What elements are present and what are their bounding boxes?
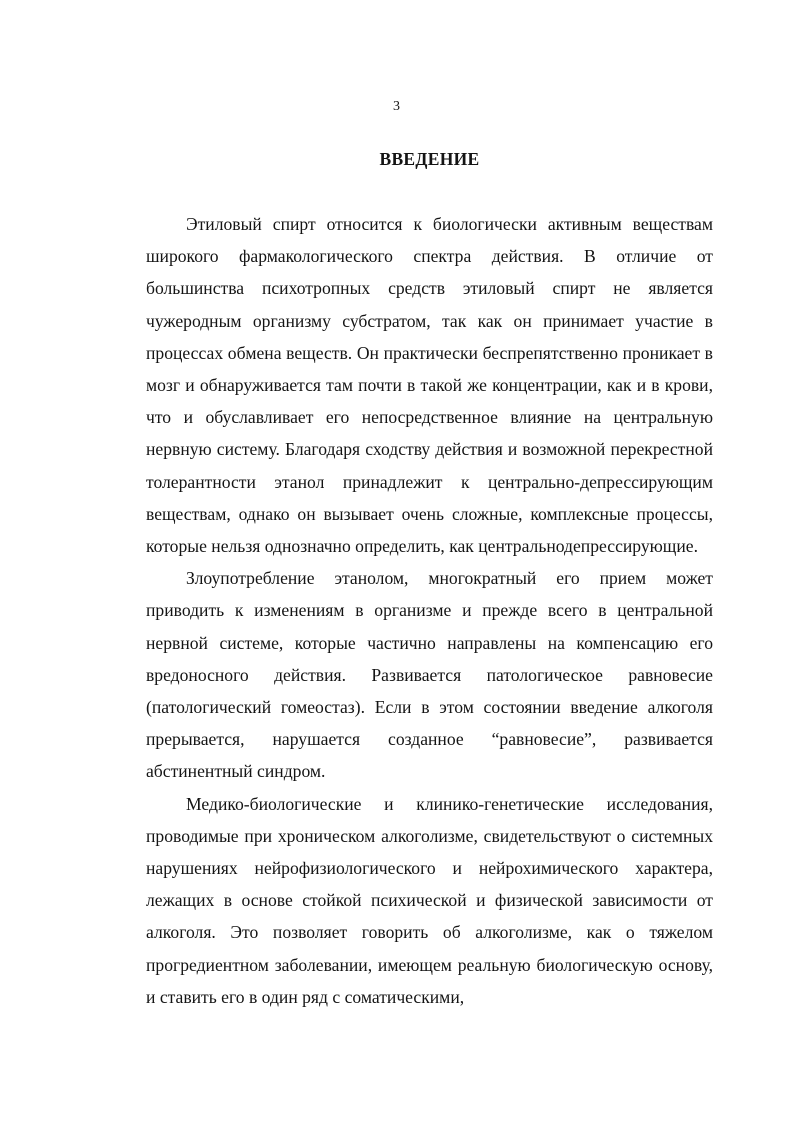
paragraph-3: Медико-биологические и клинико-генетические исследования, проводимые при хроническом алкоголизме, свидетельствуют о системных нарушениях нейрофизиологического и нейрохимического характера, лежащих в основе стойкой психической и физической зависимости от алкоголя. Это позволяет говорить об алкоголизме, как о тяжелом прогредиентном заболевании, имеющем реальную биологическую основу, и ставить его в один ряд с соматическими, bbox=[146, 793, 713, 1007]
page-number: 3 bbox=[393, 99, 400, 114]
section-heading: ВВЕДЕНИЕ bbox=[379, 149, 480, 169]
body-text bbox=[146, 208, 713, 1013]
paragraph-2: Злоупотребление этанолом, многократный его прием может приводить к изменениям в организме и прежде всего в центральной нервной системе, которые частично направлены на компенсацию его вредоносного действия. Развивается патологическое равновесие (патологический гомеостаз). Если в этом состоянии введение алкоголя прерывается, нарушается созданное “равновесие”, развивается абстинентный синдром. bbox=[146, 568, 713, 782]
paragraph-1: Этиловый спирт относится к биологически активным веществам широкого фармакологического спектра действия. В отличие от большинства психотропных средств этиловый спирт не является чужеродным организму субстратом, так как он принимает участие в процессах обмена веществ. Он практически беспрепятственно проникает в мозг и обнаруживается там почти в такой же концентрации, как и в крови, что и обуславливает его непосредственное влияние на центральную нервную систему. Благодаря сходству действия и возможной перекрестной толерантности этанол принадлежит к центрально-депрессирующим веществам, однако он вызывает очень сложные, комплексные процессы, которые нельзя однозначно определить, как центральнодепрессирующие. bbox=[146, 214, 713, 557]
